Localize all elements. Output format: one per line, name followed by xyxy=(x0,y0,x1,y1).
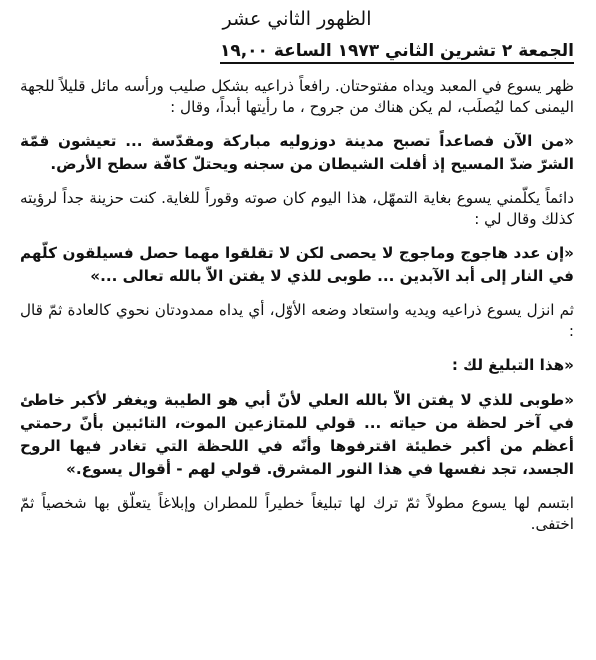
paragraph-4: ابتسم لها يسوع مطولاً ثمّ ترك لها تبليغاً خطيراً للمطران وإبلاغاً يتعلّق بها شخصياً ثمّ اختفى. xyxy=(20,494,574,533)
paragraph-1: ظهر يسوع في المعبد ويداه مفتوحتان. رافعاً ذراعيه بشكل صليب ورأسه مائل قليلاً للجهة اليمنى كما ليُصلَب، لم يكن هناك من جروح ، ما رأيتها أبداً، وقال : xyxy=(20,77,574,116)
quote-1: «من الآن فصاعداً تصبح مدينة دوزوليه مباركة ومقدّسة ... تعيشون قمّة الشرّ ضدّ المسيح إذ أفلت الشيطان من سجنه ويحتلّ كافّة سطح الأرض. xyxy=(20,132,574,173)
dateline-text: الجمعة ٢ تشرين الثاني ١٩٧٣ الساعة ١٩,٠٠ xyxy=(220,41,574,64)
paragraph-3: ثم انزل يسوع ذراعيه ويديه واستعاد وضعه الأوّل، أي يداه ممدودتان نحوي كالعادة ثمّ قال : xyxy=(20,301,574,340)
paragraph-2: دائماً يكلّمني يسوع بغاية التمهّل، هذا اليوم كان صوته وقوراً للغاية. كنت حزينة جداً لرؤيته كذلك وقال لي : xyxy=(20,189,574,228)
quote-4: «طوبى للذي لا يفتن الاّ بالله العلي لأنّ أبي هو الطيبة ويغفر لأكبر خاطئ في آخر لحظة من حياته ... قولي للمتازعين الموت، التائبين بأنّ رحمتي أعظم من أكبر خطيئة اقترفوها وأنّه في اللحظة التي تغادر فيها الروح الجسد، تجد نفسها في هذا النور المشرق. قولي لهم - أقوال يسوع.» xyxy=(20,391,574,478)
quote-3: «هذا التبليغ لك : xyxy=(451,356,574,374)
dateline xyxy=(20,40,574,62)
page-title: الظهور الثاني عشر xyxy=(222,8,372,30)
quote-2: «إن عدد هاجوج وماجوج لا يحصى لكن لا تقلقوا مهما حصل فسيلقون كلّهم في النار إلى أبد الآبدين ... طوبى للذي لا يفتن الاّ بالله تعالى ...» xyxy=(20,244,574,285)
